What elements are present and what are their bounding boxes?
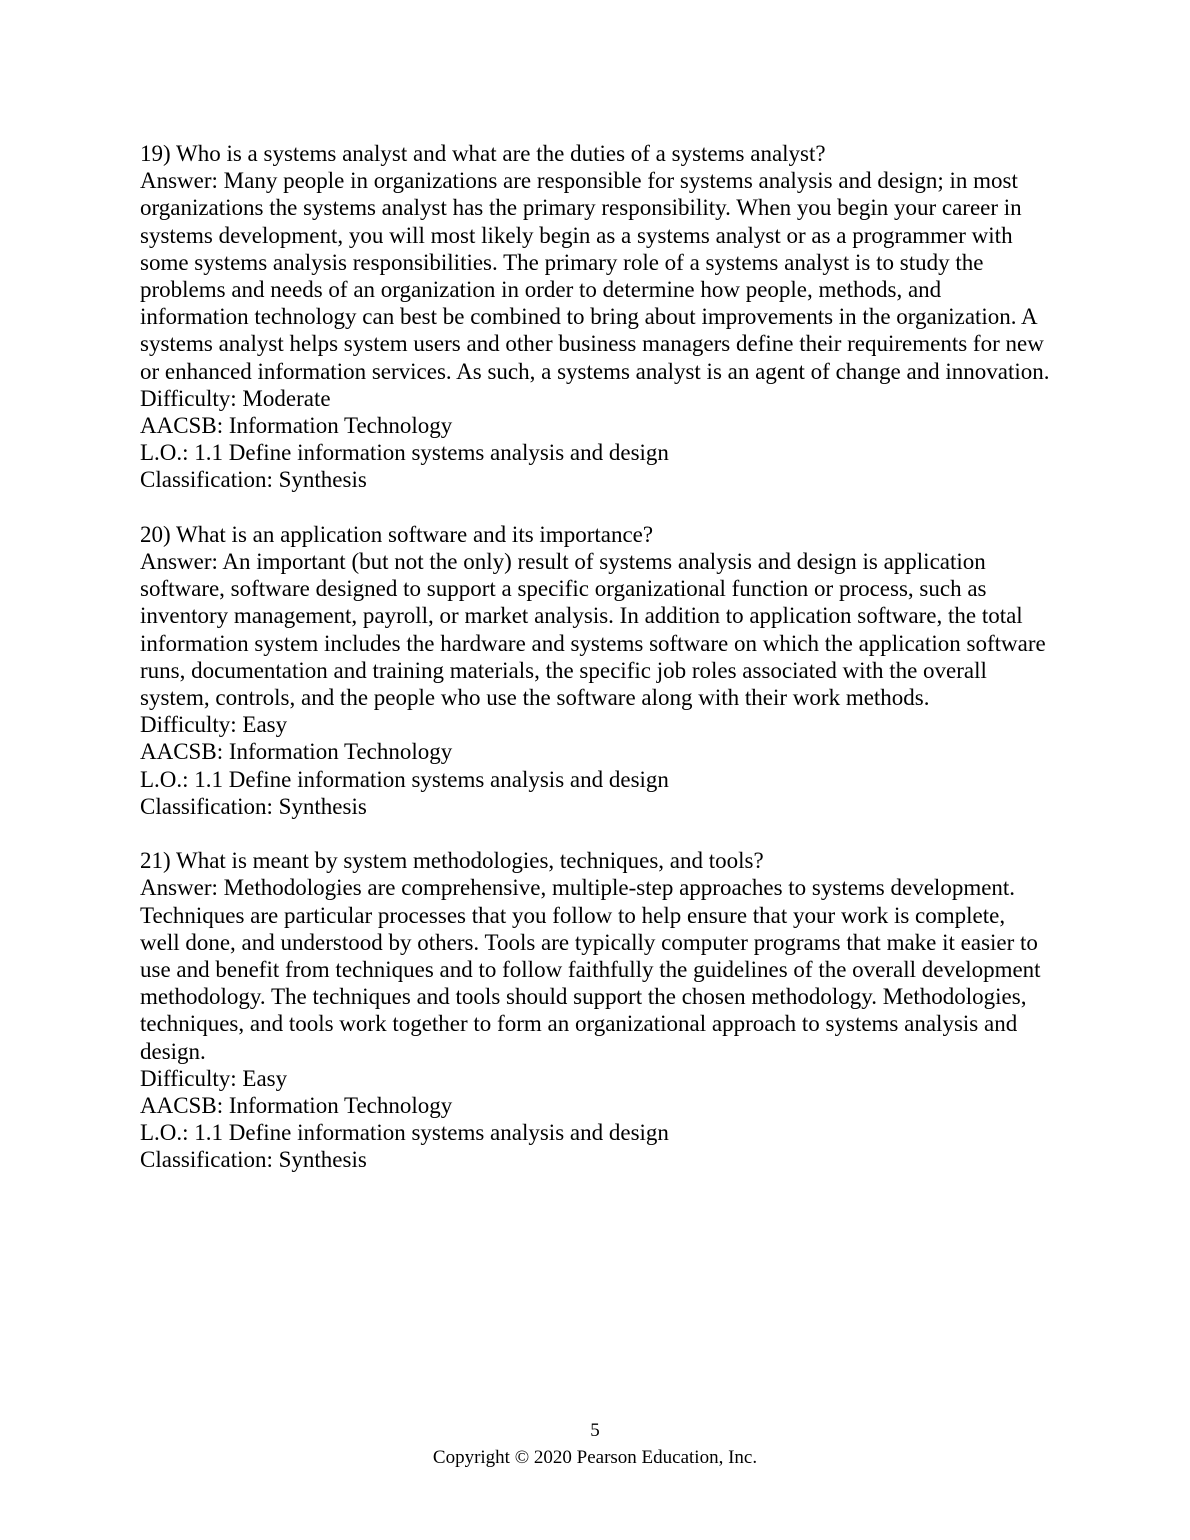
question-block-19: [140, 140, 1050, 494]
page-content: [140, 140, 1050, 1201]
difficulty-line: Difficulty: Moderate: [140, 385, 331, 411]
question-text: 20) What is an application software and its importance?: [140, 521, 654, 547]
question-block-21: [140, 847, 1050, 1173]
answer-text: Answer: An important (but not the only) result of systems analysis and design is application software, software designed to support a specific organizational function or process, such as inventory management, payroll, or market analysis. In addition to application software, the total information system includes the hardware and systems software on which the application software runs, documentation and training materials, the specific job roles associated with the overall system, controls, and the people who use the software along with their work methods.: [140, 549, 1046, 711]
question-text: 19) Who is a systems analyst and what are the duties of a systems analyst?: [140, 141, 826, 166]
learning-objective-line: L.O.: 1.1 Define information systems analysis and design: [140, 766, 669, 792]
difficulty-line: Difficulty: Easy: [140, 712, 288, 738]
classification-line: Classification: Synthesis: [140, 793, 367, 819]
copyright-notice: Copyright © 2020 Pearson Education, Inc.: [432, 1447, 758, 1468]
difficulty-line: Difficulty: Easy: [140, 1065, 288, 1091]
learning-objective-line: L.O.: 1.1 Define information systems analysis and design: [140, 1120, 669, 1146]
aacsb-line: AACSB: Information Technology: [140, 739, 453, 765]
learning-objective-line: L.O.: 1.1 Define information systems analysis and design: [140, 440, 669, 466]
aacsb-line: AACSB: Information Technology: [140, 413, 453, 439]
question-block-20: [140, 521, 1050, 820]
page-number: 5: [590, 1420, 600, 1441]
question-text: 21) What is meant by system methodologies, techniques, and tools?: [140, 848, 764, 874]
classification-line: Classification: Synthesis: [140, 1147, 367, 1173]
aacsb-line: AACSB: Information Technology: [140, 1093, 453, 1119]
answer-text: Answer: Many people in organizations are responsible for systems analysis and design; in most organizations the systems analyst has the primary responsibility. When you begin your career in systems development, you will most likely begin as a systems analyst or as a programmer with some systems analysis responsibilities. The primary role of a systems analyst is to study the problems and needs of an organization in order to determine how people, methods, and information technology can best be combined to bring about improvements in the organization. A systems analyst helps system users and other business managers define their requirements for new or enhanced information services. As such, a systems analyst is an agent of change and innovation.: [140, 168, 1050, 384]
classification-line: Classification: Synthesis: [140, 467, 367, 493]
answer-text: Answer: Methodologies are comprehensive, multiple-step approaches to systems development. Techniques are particular processes that you follow to help ensure that your work is complete, well done, and understood by others. Tools are typically computer programs that make it easier to use and benefit from techniques and to follow faithfully the guidelines of the overall development methodology. The techniques and tools should support the chosen methodology. Methodologies, techniques, and tools work together to form an organizational approach to systems analysis and design.: [140, 875, 1041, 1064]
